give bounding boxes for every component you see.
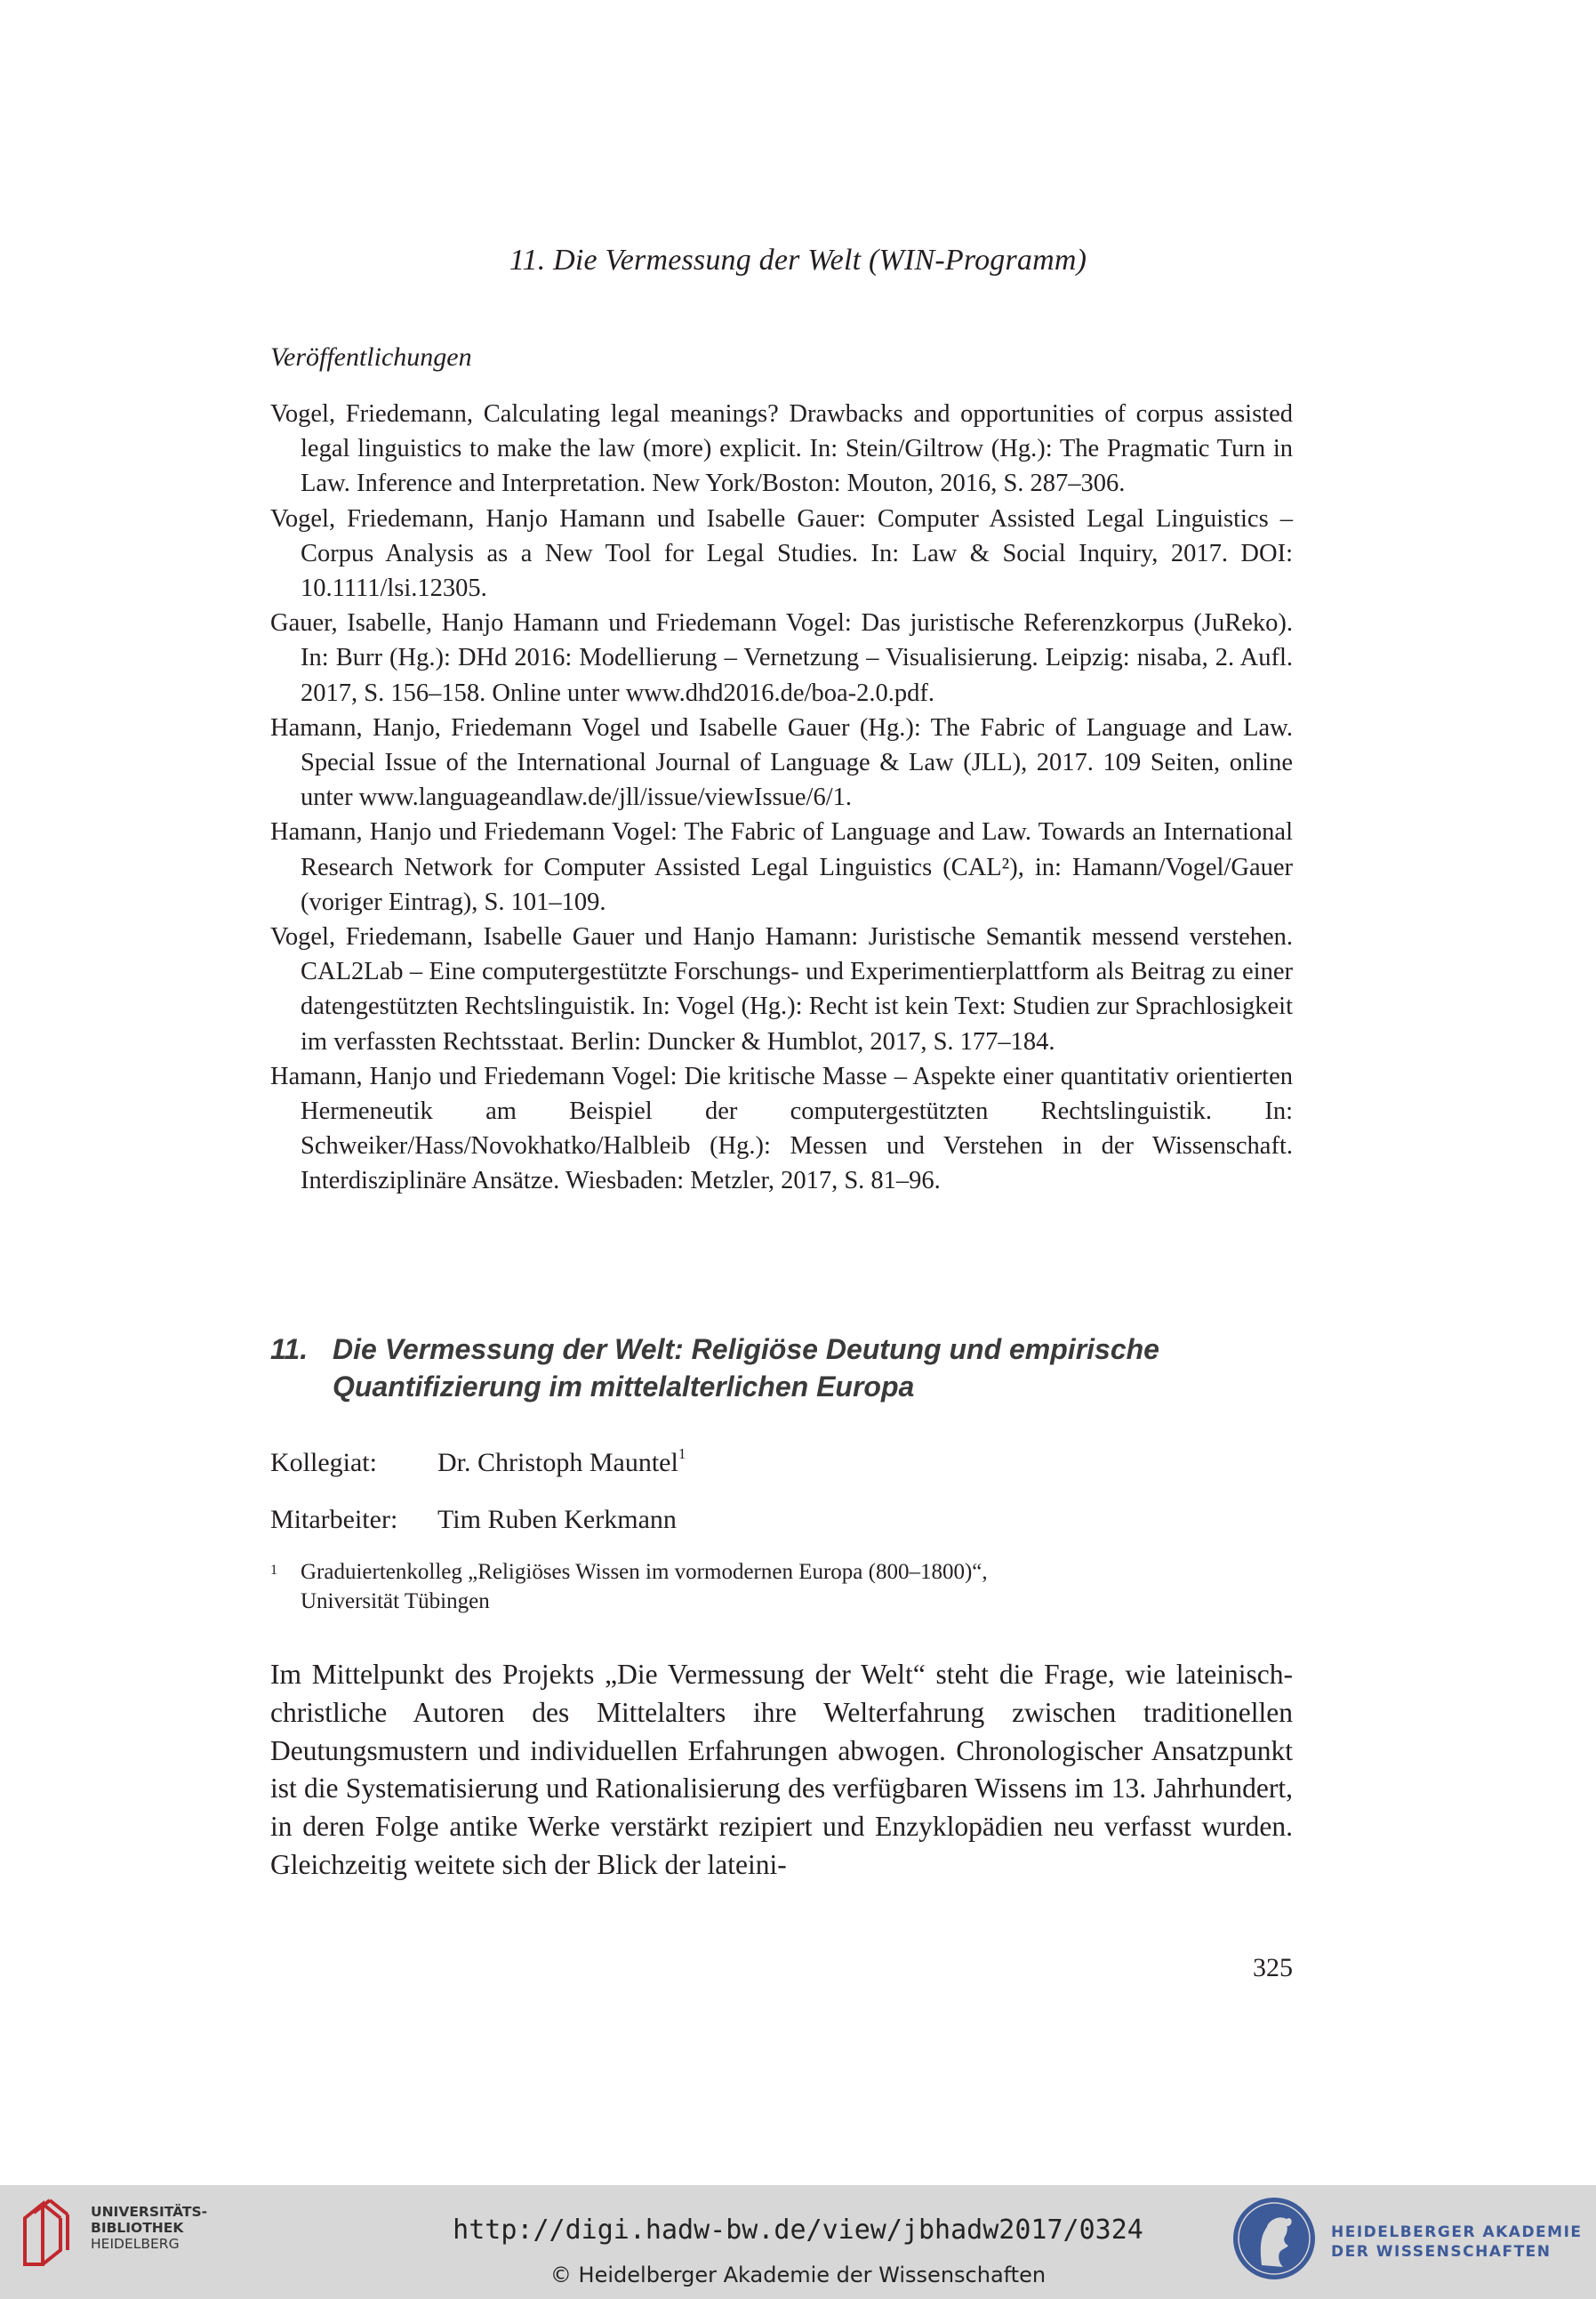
section-heading [270,1330,1293,1405]
mitarbeiter-label: Mitarbeiter: [270,1505,398,1534]
footer-url-link[interactable]: http://digi.hadw-bw.de/view/jbhadw2017/0324 [453,2215,1143,2246]
library-name-line1: UNIVERSITÄTS- [91,2204,208,2220]
library-name-line2: BIBLIOTHEK [91,2220,184,2236]
mitarbeiter-row [270,1505,677,1535]
body-paragraph: Im Mittelpunkt des Projekts „Die Vermessung der Welt“ steht die Frage, wie lateinisch-christliche Autoren des Mittelalters ihre Welterfahrung zwischen traditionellen Deutungsmustern und individuellen Erfahrungen abwogen. Chronologischer Ansatzpunkt ist die Systematisierung und Rationalisierung des verfügbaren Wissens im 13. Jahrhundert, in deren Folge antike Werke verstärkt rezipiert und Enzyklopädien neu verfasst wurden. Gleichzeitig weitete sich der Blick der lateini- [270,1659,1293,1880]
mitarbeiter-name: Tim Ruben Kerkmann [437,1505,677,1534]
section-number: 11. [270,1333,309,1365]
kollegiat-name: Dr. Christoph Mauntel [437,1448,678,1477]
running-head: 11. Die Vermessung der Welt (WIN-Programm) [509,244,1087,277]
footer-copyright: © Heidelberger Akademie der Wissenschaften [549,2263,1047,2287]
publication-entry: Hamann, Hanjo und Friedemann Vogel: Die kritische Masse – Aspekte einer quantitativ orientierten Hermeneutik am Beispiel der computergestützten Rechtslinguistik. In: Schweiker/Hass/Novokhatko/Halbleib (Hg.): Messen und Verstehen in der Wissenschaft. Interdisziplinäre Ansätze. Wiesbaden: Metzler, 2017, S. 81–96. [270,1062,1293,1195]
footnote-line1: Graduiertenkolleg „Religiöses Wissen im vormodernen Europa (800–1800)“, [301,1560,988,1584]
academy-name-line2: DER WISSENSCHAFTEN [1331,2243,1552,2261]
publication-entry: Gauer, Isabelle, Hanjo Hamann und Friedemann Vogel: Das juristische Referenzkorpus (JuReko). In: Burr (Hg.): DHd 2016: Modellierung – Vernetzung – Visualisierung. Leipzig: nisaba, 2. Aufl. 2017, S. 156–158. Online unter www.dhd2016.de/boa-2.0.pdf. [270,609,1293,707]
kollegiat-row [270,1445,686,1478]
publications-heading: Veröffentlichungen [270,342,472,372]
footnote-ref: 1 [678,1445,686,1462]
kollegiat-label: Kollegiat: [270,1448,377,1477]
publication-entry: Vogel, Friedemann, Hanjo Hamann und Isabelle Gauer: Computer Assisted Legal Linguistics – Corpus Analysis as a New Tool for Legal Studies. In: Law & Social Inquiry, 2017. DOI: 10.1111/lsi.12305. [270,504,1293,603]
publications-list [270,397,1293,1199]
footnote-mark: 1 [270,1563,277,1578]
academy-name-line1: HEIDELBERGER AKADEMIE [1331,2223,1583,2241]
publication-entry: Vogel, Friedemann, Isabelle Gauer und Hanjo Hamann: Juristische Semantik messend verstehen. CAL2Lab – Eine computergestützte Forschungs- und Experimentierplattform als Beitrag zu einer datengestützten Rechtslinguistik. In: Vogel (Hg.): Recht ist kein Text: Studien zur Sprachlosigkeit im verfassten Rechtsstaat. Berlin: Duncker & Humblot, 2017, S. 177–184. [270,923,1293,1056]
publication-entry: Hamann, Hanjo und Friedemann Vogel: The Fabric of Language and Law. Towards an International Research Network for Computer Assisted Legal Linguistics (CAL²), in: Hamann/Vogel/Gauer (voriger Eintrag), S. 101–109. [270,818,1293,916]
library-name-line3: HEIDELBERG [91,2236,180,2252]
footnote [270,1557,1293,1616]
publication-entry: Hamann, Hanjo, Friedemann Vogel und Isabelle Gauer (Hg.): The Fabric of Language and Law. Special Issue of the International Journal of Language & Law (JLL), 2017. 109 Seiten, online unter www.languageandlaw.de/jll/issue/viewIssue/6/1. [270,713,1293,812]
page-number: 325 [1253,1953,1293,1982]
publication-entry: Vogel, Friedemann, Calculating legal meanings? Drawbacks and opportunities of corpus assisted legal linguistics to make the law (more) explicit. In: Stein/Giltrow (Hg.): The Pragmatic Turn in Law. Inference and Interpretation. New York/Boston: Mouton, 2016, S. 287–306. [270,400,1293,498]
footnote-line2: Universität Tübingen [301,1589,490,1613]
academy-seal-icon [1230,2194,1319,2283]
academy-logo [1230,2194,1585,2283]
section-title-line2: Quantifizierung im mittelalterlichen Europa [333,1371,915,1403]
section-title-line1: Die Vermessung der Welt: Religiöse Deutung und empirische [333,1333,1159,1365]
